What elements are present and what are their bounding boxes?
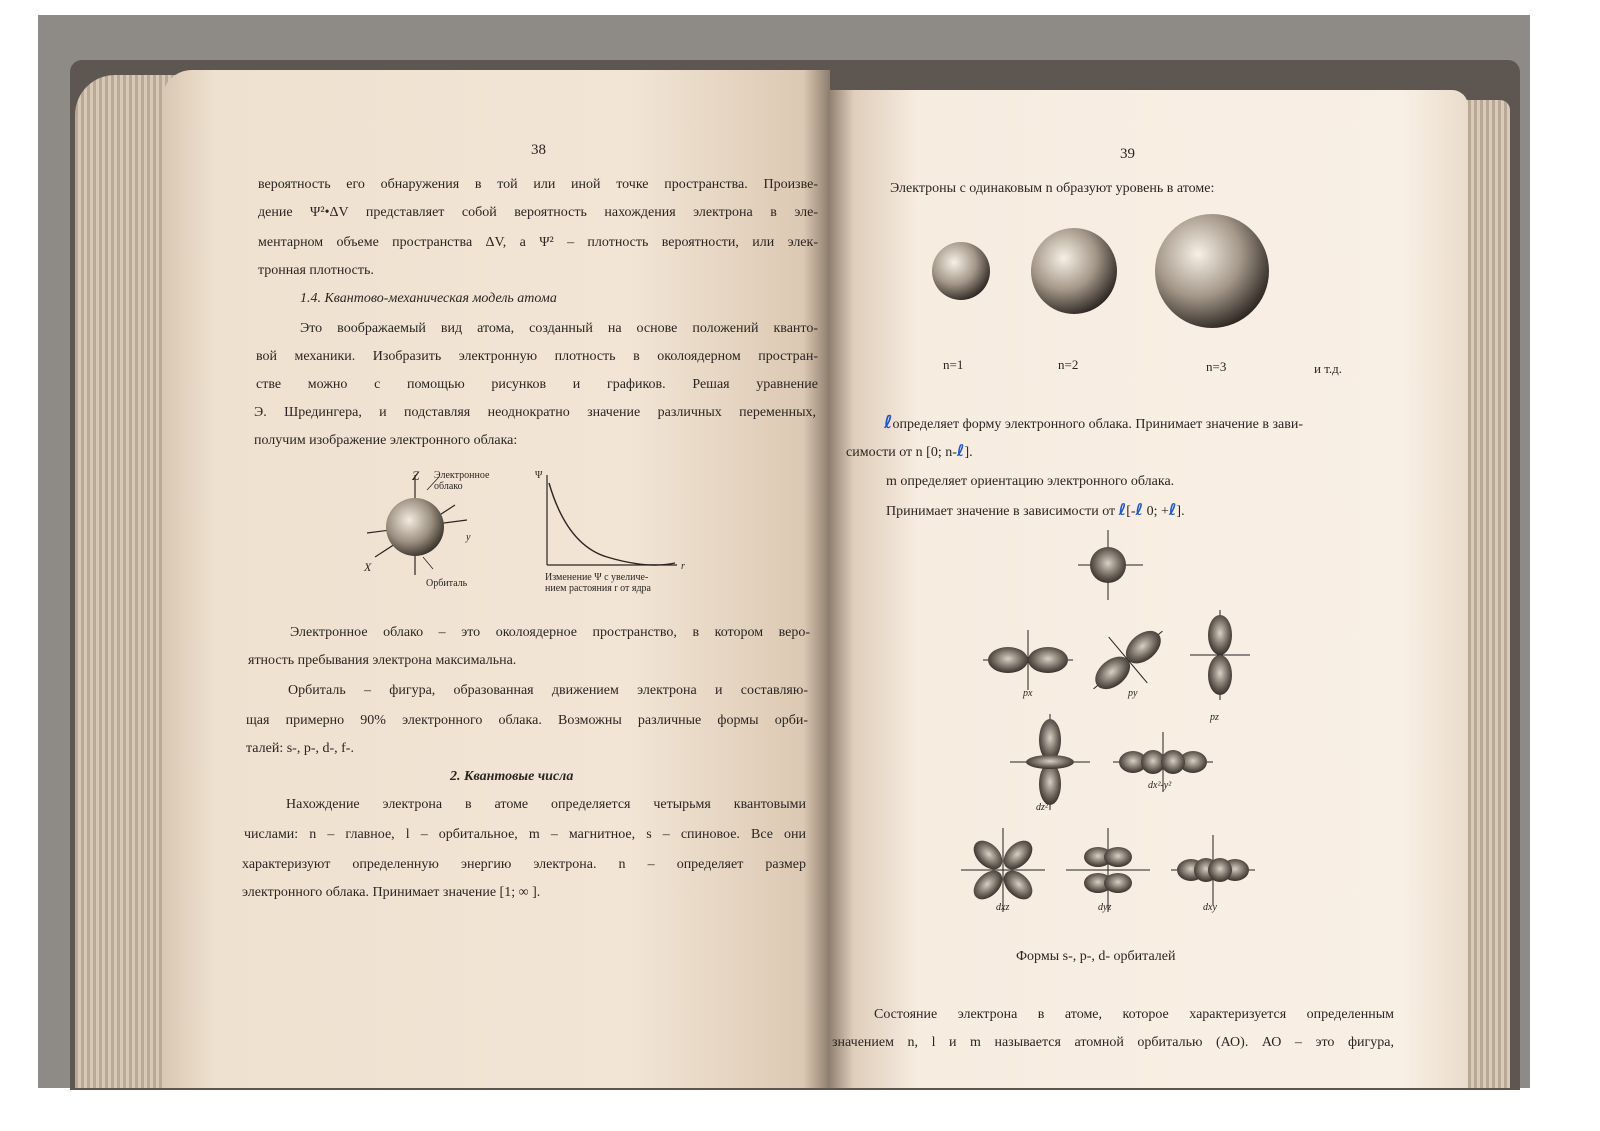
sphere-n1	[932, 242, 990, 300]
page-edges-right	[1462, 100, 1510, 1088]
graph-r-label: r	[681, 561, 685, 572]
axis-x-label: X	[364, 560, 372, 574]
text-line: дение Ψ²•ΔV представляет собой вероятность нахождения электрона в эле-	[258, 205, 818, 220]
text-line: Это воображаемый вид атома, созданный на основе положений кванто-	[300, 321, 818, 336]
left-page	[162, 70, 830, 1088]
sphere-levels-figure	[918, 215, 1278, 345]
orbital-shapes-figure	[958, 530, 1278, 950]
s-orbital	[1078, 530, 1143, 600]
label-dyz: dyz	[1098, 902, 1112, 913]
text-line: электронного облака. Принимает значение [1; ∞ ].	[242, 885, 541, 900]
text-line: талей: s-, p-, d-, f-.	[246, 741, 354, 756]
sphere-label-n3: n=3	[1206, 359, 1227, 374]
figure-caption: Формы s-, p-, d- орбиталей	[1016, 949, 1176, 964]
text-line: тронная плотность.	[258, 263, 374, 278]
text-line: Электроны с одинаковым n образуют уровень в атоме:	[890, 181, 1215, 196]
text-line: щая примерно 90% электронного облака. Возможны различные формы орби-	[246, 713, 808, 728]
text-line-m2: Принимает значение в зависимости от ℓ[-ℓ 0; +ℓ].	[886, 500, 1185, 519]
text-line: стве можно с помощью рисунков и графиков. Решая уравнение	[256, 377, 818, 392]
text-line: m определяет ориентацию электронного облака.	[886, 474, 1175, 489]
text-line-l: ℓопределяет форму электронного облака. Принимает значение в зави-	[884, 412, 1303, 433]
text-line: Нахождение электрона в атоме определяется четырьмя квантовыми	[286, 797, 806, 812]
sphere-label-n2: n=2	[1058, 357, 1079, 372]
label-pz: pz	[1210, 712, 1219, 723]
text-line: вероятность его обнаружения в той или иной точке пространства. Произве-	[258, 177, 818, 192]
psi-decay-curve	[549, 483, 675, 565]
heading-quantum-numbers: 2. Квантовые числа	[450, 769, 574, 784]
graph-caption: Изменение Ψ с увеличе- нием растояния r от ядра	[545, 572, 651, 594]
sphere-label-etc: и т.д.	[1314, 361, 1343, 376]
text-line-l2: симости от n [0; n-ℓ].	[846, 441, 973, 460]
text-line: получим изображение электронного облака:	[254, 433, 518, 448]
dyz-orbital	[1066, 828, 1150, 912]
sphere-label-n1: n=1	[943, 357, 964, 372]
dz2-orbital	[1010, 714, 1090, 810]
label-py: py	[1128, 688, 1138, 699]
sphere-n2	[1031, 228, 1117, 314]
text-line: значением n, l и m называется атомной орбиталью (АО). АО – это фигура,	[832, 1035, 1394, 1050]
text-line: Э. Шредингера, и подставляя неоднократно значение различных переменных,	[254, 405, 816, 420]
l-symbol: ℓ	[884, 412, 893, 433]
text-line: ментарном объеме пространства ΔV, а Ψ² – плотность вероятности, или элек-	[258, 235, 818, 250]
text-line: вой механики. Изобразить электронную плотность в околоядерном простран-	[256, 349, 818, 364]
page-number-right: 39	[1120, 146, 1135, 162]
label-dz2: dz²	[1036, 802, 1048, 813]
pz-orbital	[1190, 610, 1250, 700]
label-dxy: dxy	[1203, 902, 1217, 913]
section-heading: 1.4. Квантово-механическая модель атома	[300, 291, 557, 306]
axis-z-label: Z	[412, 468, 420, 483]
orbital-label: Орбиталь	[426, 578, 468, 589]
text-line: характеризуют определенную энергию электрона. n – определяет размер	[242, 857, 806, 872]
page-number-left: 38	[531, 142, 546, 158]
cloud-label: Электронное облако	[434, 470, 490, 492]
graph-psi-label: Ψ	[535, 470, 543, 481]
dxy-orbital	[1171, 835, 1255, 905]
sphere-n3	[1155, 214, 1269, 328]
text-line: Электронное облако – это околоядерное пространство, в котором веро-	[290, 625, 810, 640]
text-line: ятность пребывания электрона максимальна.	[248, 653, 517, 668]
label-px: px	[1023, 688, 1033, 699]
dxz-orbital	[961, 828, 1045, 912]
px-orbital	[983, 630, 1073, 690]
right-page	[828, 90, 1468, 1088]
text-line: числами: n – главное, l – орбитальное, m – магнитное, s – спиновое. Все они	[244, 827, 806, 842]
axis-y-label: y	[466, 532, 471, 543]
text-line: Орбиталь – фигура, образованная движением электрона и составляю-	[288, 683, 808, 698]
label-dxz: dxz	[996, 902, 1010, 913]
label-dx2y2: dx²-y²	[1148, 780, 1172, 791]
text-line: Состояние электрона в атоме, которое характеризуется определенным	[874, 1007, 1394, 1022]
cloud-sphere	[386, 498, 444, 556]
